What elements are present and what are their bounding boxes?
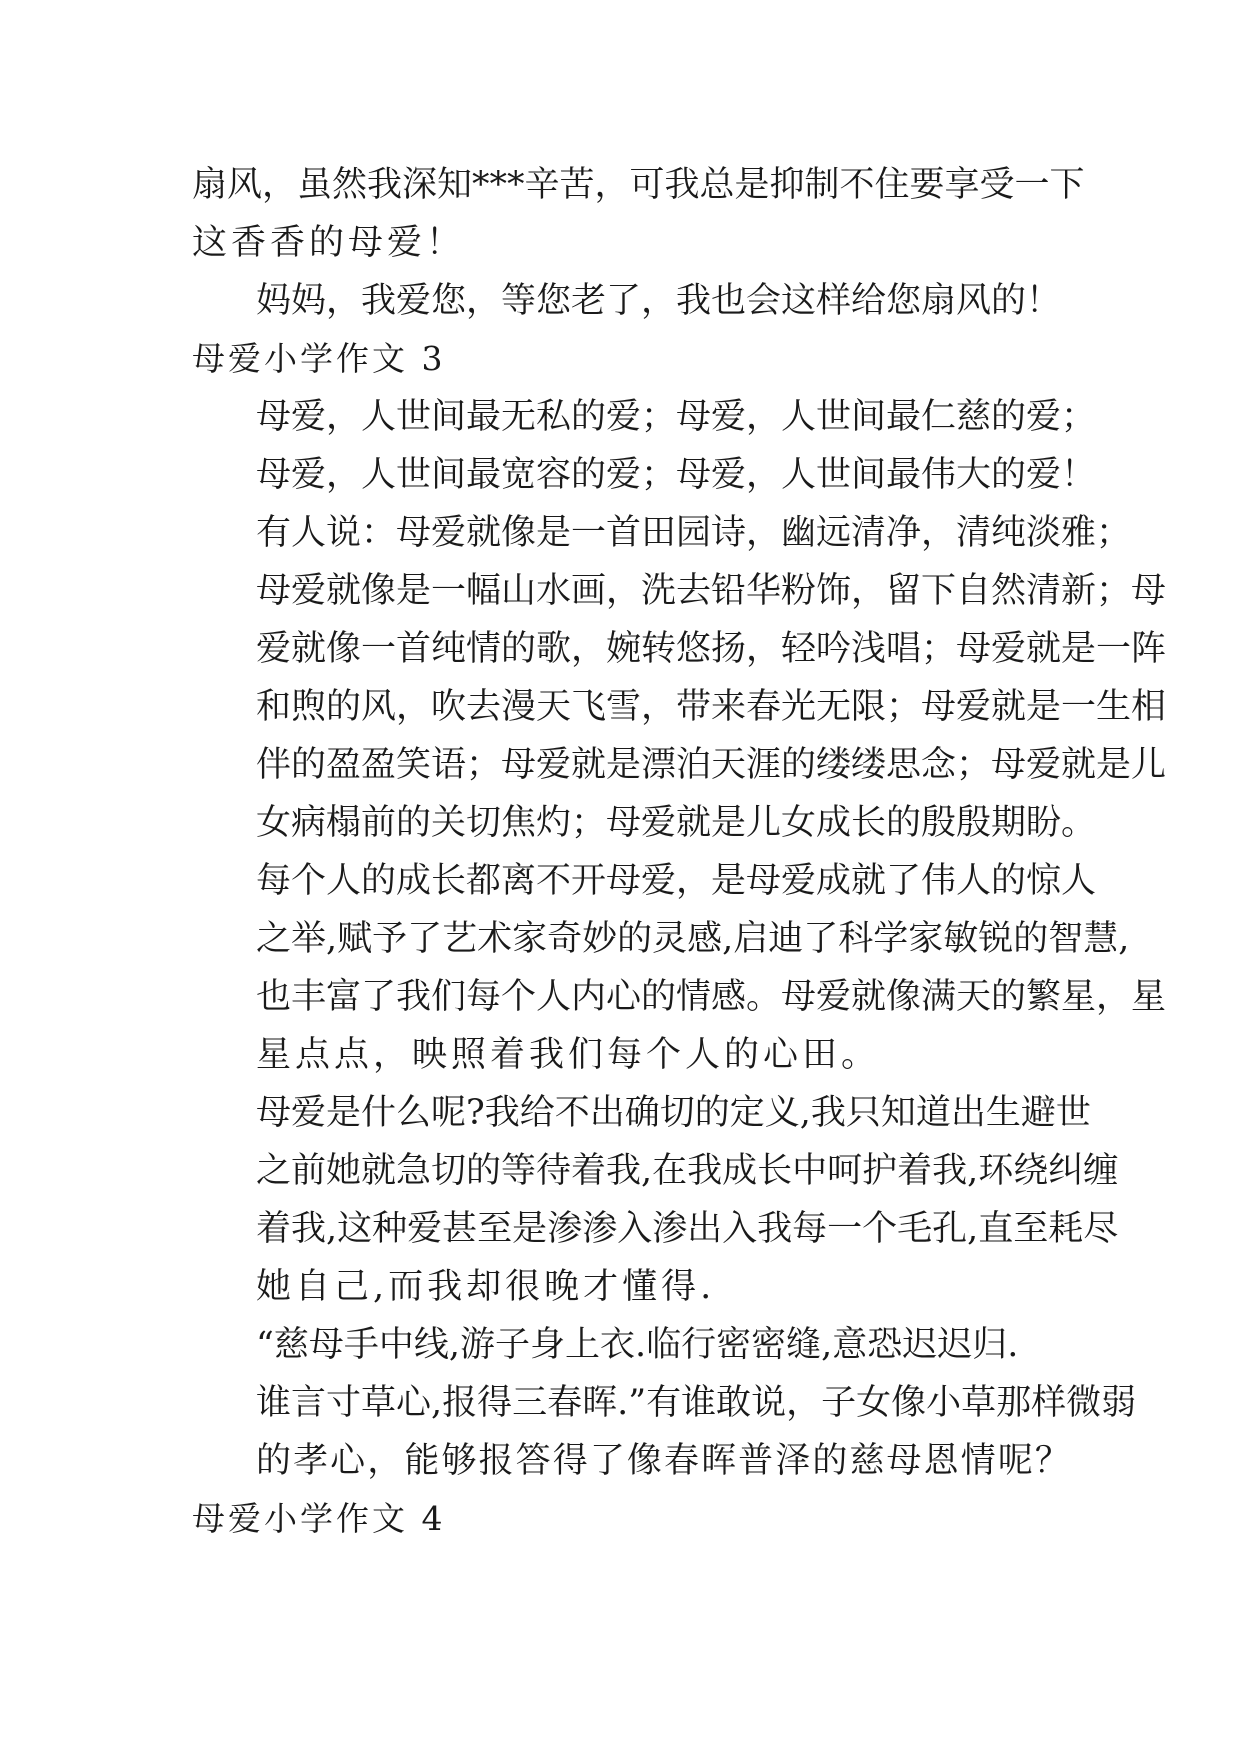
text-line: 妈妈，我爱您，等您老了，我也会这样给您扇风的！: [256, 281, 1062, 321]
text-line: 谁言寸草心,报得三春晖.”有谁敢说，子女像小草那样微弱: [256, 1383, 1137, 1423]
text-line: 之前她就急切的等待着我,在我成长中呵护着我,环绕纠缠: [256, 1151, 1119, 1191]
text-line: 星点点，映照着我们每个人的心田。: [256, 1035, 881, 1075]
text-line: 扇风，虽然我深知***辛苦，可我总是抑制不住要享受一下: [192, 165, 1085, 205]
text-line: 母爱就像是一幅山水画，洗去铅华粉饰，留下自然清新；母: [256, 571, 1167, 611]
text-line: 这香香的母爱！: [192, 223, 466, 263]
section-heading: 母爱小学作文 4: [192, 1499, 446, 1538]
paragraph: [192, 504, 1167, 852]
text-line: 爱就像一首纯情的歌，婉转悠扬，轻吟浅唱；母爱就是一阵: [256, 629, 1167, 669]
text-line: 之举,赋予了艺术家奇妙的灵感,启迪了科学家敏锐的智慧,: [256, 919, 1130, 959]
text-line: 的孝心，能够报答得了像春晖普泽的慈母恩情呢？: [256, 1441, 1073, 1481]
paragraph: [192, 1316, 1137, 1490]
text-line: 有人说：母爱就像是一首田园诗，幽远清净，清纯淡雅；: [256, 513, 1132, 553]
text-line: 伴的盈盈笑语；母爱就是漂泊天涯的缕缕思念；母爱就是儿: [256, 745, 1167, 785]
paragraph: [192, 388, 1097, 504]
text-line: 着我,这种爱甚至是渗渗入渗出入我每一个毛孔,直至耗尽: [256, 1209, 1119, 1249]
text-line: 母爱，人世间最无私的爱；母爱，人世间最仁慈的爱；: [256, 397, 1097, 437]
text-line: “慈母手中线,游子身上衣.临行密密缝,意恐迟迟归.: [256, 1325, 1019, 1365]
text-line: 她自己,而我却很晚才懂得.: [256, 1267, 716, 1307]
text-line: 女病榻前的关切焦灼；母爱就是儿女成长的殷殷期盼。: [256, 803, 1097, 843]
document-body: [192, 156, 1167, 1548]
paragraph: [192, 156, 1085, 272]
text-line: 每个人的成长都离不开母爱，是母爱成就了伟人的惊人: [256, 861, 1097, 901]
text-line: 母爱，人世间最宽容的爱；母爱，人世间最伟大的爱！: [256, 455, 1097, 495]
text-line: 和煦的风，吹去漫天飞雪，带来春光无限；母爱就是一生相: [256, 687, 1167, 727]
paragraph: [192, 272, 1072, 330]
paragraph: [192, 852, 1167, 1084]
text-line: 也丰富了我们每个人内心的情感。母爱就像满天的繁星，星: [256, 977, 1167, 1017]
paragraph: [192, 1084, 1119, 1316]
text-line: 母爱是什么呢?我给不出确切的定义,我只知道出生避世: [256, 1093, 1091, 1133]
section-heading: 母爱小学作文 3: [192, 339, 446, 378]
